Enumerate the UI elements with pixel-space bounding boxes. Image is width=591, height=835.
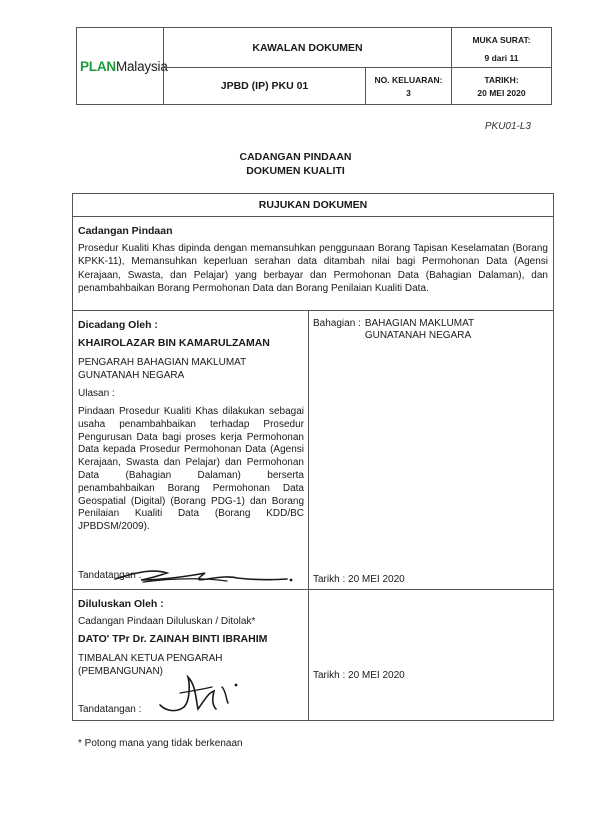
approver-signature — [152, 671, 262, 719]
proposal-text: Prosedur Kualiti Khas dipinda dengan memansuhkan penggunaan Borang Tapisan Keselamatan (Borang KPKK-11), Memansuhkan keperluan serahan data ditambah nilai bagi Permohonan Data (Agensi Kerajaan, Swasta, dan Pelajar) yang berbayar dan Permohonan Data (Bahagian Dalaman), dan penambahbaikan Borang Permohonan Data dan Borang Penilaian Kualiti Data. — [78, 243, 548, 294]
division-label: Bahagian : — [313, 318, 361, 329]
approval-status: Cadangan Pindaan Diluluskan / Ditolak* — [78, 616, 256, 627]
proposer-name: KHAIROLAZAR BIN KAMARULZAMAN — [78, 337, 270, 349]
division-value-line2: GUNATANAH NEGARA — [364, 330, 472, 341]
division-value-line1: BAHAGIAN MAKLUMAT — [364, 318, 475, 329]
proposer-date: Tarikh : 20 MEI 2020 — [313, 574, 405, 585]
approved-by-label: Diluluskan Oleh : — [78, 598, 164, 610]
issue-number-cell — [366, 68, 452, 104]
page-number-value: 9 dari 11 — [484, 52, 519, 63]
page-title-line1: CADANGAN PINDAAN — [239, 151, 352, 163]
logo-plan-text: PLAN — [80, 58, 116, 74]
proposer-signature-label: Tandatangan : — [78, 570, 142, 581]
date-cell — [452, 68, 551, 104]
date-label: TARIKH: — [484, 74, 519, 85]
issue-number-label: NO. KELUARAN: — [374, 74, 443, 85]
proposer-position: PENGARAH BAHAGIAN MAKLUMAT GUNATANAH NEGARA — [78, 357, 246, 381]
approver-signature-label: Tandatangan : — [78, 704, 142, 715]
approver-date: Tarikh : 20 MEI 2020 — [313, 670, 405, 681]
page-number-label: MUKA SURAT: — [472, 34, 531, 45]
document-control-header — [76, 27, 552, 105]
approver-position: TIMBALAN KETUA PENGARAH (PEMBANGUNAN) — [78, 653, 223, 677]
proposal-heading: Cadangan Pindaan — [78, 225, 173, 237]
amendment-form-table — [72, 193, 554, 721]
date-value: 20 MEI 2020 — [477, 87, 526, 98]
comment-text: Pindaan Prosedur Kualiti Khas dilakukan sebagai usaha penambahbaikan terhadap Prosedur Pengurusan Data bagi proses kerja Permohonan Data kepada Prosedur Permohonan Data (Agensi Kerajaan, Swasta dan Pelajar) dan Permohonan Data (Bahagian Dalaman) berserta penambahbaikan Borang Permohonan Data Geospatial (Digital) (Borang PDG-1) dan Borang Penilaian Kualiti Data (Borang KDD/BC JPBDSM/2009). — [78, 406, 304, 533]
issue-number-value: 3 — [406, 87, 411, 98]
form-code: PKU01-L3 — [484, 121, 531, 132]
proposal-section — [73, 217, 553, 311]
document-code: JPBD (IP) PKU 01 — [164, 68, 366, 104]
page-number-cell — [452, 28, 551, 68]
footnote: * Potong mana yang tidak berkenaan — [78, 738, 243, 749]
proposer-signature — [55, 567, 295, 589]
comment-label: Ulasan : — [78, 388, 115, 399]
proposed-by-label: Dicadang Oleh : — [78, 319, 158, 331]
division-field — [313, 318, 549, 342]
planmalaysia-logo — [77, 28, 168, 104]
column-divider — [308, 311, 309, 721]
section-heading-rujukan: RUJUKAN DOKUMEN — [73, 194, 553, 217]
header-title: KAWALAN DOKUMEN — [164, 28, 452, 68]
logo-malaysia-text: Malaysia — [115, 58, 168, 74]
page-title-line2: DOKUMEN KUALITI — [246, 165, 345, 177]
approver-name: DATO' TPr Dr. ZAINAH BINTI IBRAHIM — [78, 633, 268, 645]
